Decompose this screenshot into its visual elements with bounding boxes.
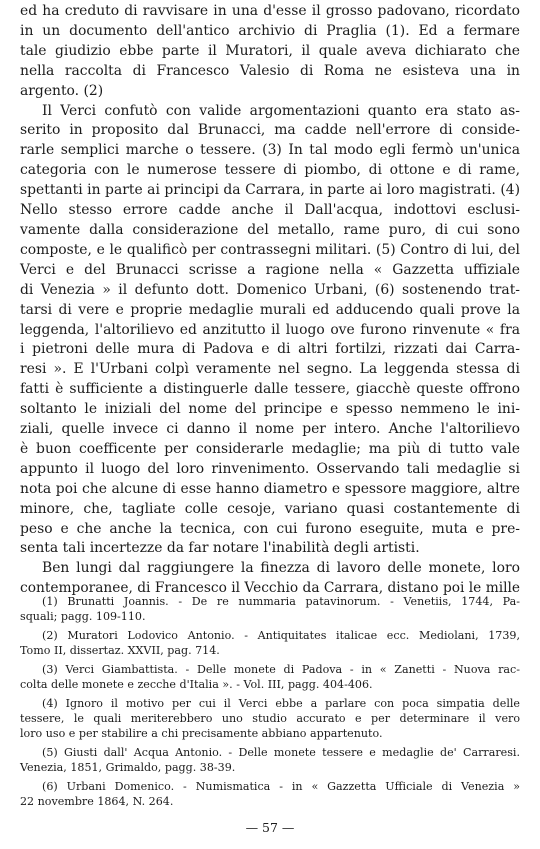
footnote-line: (2) Muratori Lodovico Antonio. - Antiquitates italicae ecc. Mediolani, 1739,: [42, 629, 520, 642]
footnote: [20, 779, 520, 809]
body-line: ed ha creduto di ravvisare in una d'esse il grosso padovano, ricordato: [20, 3, 520, 19]
body-line: vamente dalla considerazione del metallo, rame puro, di cui sono: [20, 221, 520, 238]
footnotes: [20, 594, 520, 813]
body-line: composte, e le qualificò per contrassegni militari. (5) Contro di lui, del: [20, 241, 520, 258]
body-line: serito in proposito dal Brunacci, ma cadde nell'errore di conside-: [20, 122, 520, 139]
body-line: tale giudizio ebbe parte il Muratori, il quale aveva dichiarato che: [20, 42, 520, 59]
page-number: — 57 —: [245, 820, 295, 835]
body-line: ziali, quelle invece ci danno il nome per intero. Anche l'altorilievo: [20, 421, 520, 438]
body-line: Nello stesso errore cadde anche il Dall'acqua, indottovi esclusi-: [20, 202, 520, 219]
body-line: Verci e del Brunacci scrisse a ragione nella « Gazzetta uffiziale: [20, 261, 520, 278]
footnote: [20, 628, 520, 658]
footnote-line: (1) Brunatti Joannis. - De re nummaria patavinorum. - Venetiis, 1744, Pa-: [42, 595, 520, 608]
footnote: [20, 696, 520, 742]
body-line: rarle semplici marche o tessere. (3) In tal modo egli fermò un'unica: [20, 142, 520, 159]
footnote: [20, 745, 520, 775]
body-line: Il Verci confutò con valide argomentazioni quanto era stato as-: [42, 102, 520, 119]
footnote-line: (5) Giusti dall' Acqua Antonio. - Delle monete tessere e medaglie de' Carraresi.: [42, 746, 520, 760]
footnote-line: (6) Urbani Domenico. - Numismatica - in « Gazzetta Ufficiale di Venezia »: [42, 780, 520, 794]
footnote-line: 22 novembre 1864, N. 264.: [20, 795, 174, 809]
footnote-line: loro uso e per stabilire a chi precisamente abbiano appartenuto.: [20, 727, 383, 741]
body-text: [20, 2, 520, 599]
body-line: peso e che anche la tecnica, con cui furono eseguite, muta e pre-: [20, 520, 520, 537]
footnote-line: colta delle monete e zecche d'Italia ». - Vol. III, pagg. 404-406.: [20, 678, 373, 692]
body-line: spettanti in parte ai principi da Carrara, in parte ai loro magistrati. (4): [20, 182, 520, 199]
footnote-line: Tomo II, dissertaz. XXVII, pag. 714.: [20, 644, 220, 658]
body-line: leggenda, l'altorilievo ed anzitutto il luogo ove furono rinvenute « fra: [20, 321, 520, 338]
footnote-line: Venezia, 1851, Grimaldo, pagg. 38-39.: [20, 761, 236, 775]
footnote-line: tessere, le quali meriterebbero uno studio accurato e per determinare il vero: [20, 712, 520, 726]
body-line: in un documento dell'antico archivio di Praglia (1). Ed a fermare: [20, 22, 520, 39]
footnote: [20, 662, 520, 692]
body-line: tarsi di vere e proprie medaglie murali ed adducendo quali prove la: [20, 301, 520, 318]
body-line: Ben lungi dal raggiungere la finezza di lavoro delle monete, loro: [42, 560, 520, 577]
footnote-line: (4) Ignoro il motivo per cui il Verci ebbe a parlare con poca simpatia delle: [42, 697, 520, 710]
footnote-line: (3) Verci Giambattista. - Delle monete di Padova - in « Zanetti - Nuova rac-: [42, 663, 520, 676]
body-line: senta tali incertezze da far notare l'inabilità degli artisti.: [20, 540, 420, 557]
body-line: minore, che, tagliate colle cesoje, variano quasi costantemente di: [20, 500, 520, 517]
footnote: [20, 594, 520, 624]
body-line: è buon coefficente per considerarle medaglie; ma più di tutto vale: [20, 440, 520, 457]
body-line: soltanto le iniziali del nome del principe e spesso nemmeno le ini-: [20, 401, 520, 418]
body-line: resi ». E l'Urbani colpì veramente nel segno. La leggenda stessa di: [20, 361, 520, 378]
body-line: nota poi che alcune di esse hanno diametro e spessore maggiore, altre: [20, 480, 520, 497]
body-line: di Venezia » il defunto dott. Domenico Urbani, (6) sostenendo trat-: [20, 281, 520, 298]
footnote-line: squali; pagg. 109-110.: [20, 610, 146, 624]
body-line: appunto il luogo del loro rinvenimento. Osservando tali medaglie si: [20, 460, 520, 477]
body-line: fatti è sufficiente a distinguerle dalle tessere, giacchè queste offrono: [20, 381, 520, 398]
body-line: nella raccolta di Francesco Valesio di Roma ne esisteva una in: [20, 62, 520, 79]
body-line: contemporanee, di Francesco il Vecchio da Carrara, distano poi le mille: [20, 580, 521, 597]
body-line: i pietroni delle mura di Padova e di altri fortilzi, rizzati dai Carra-: [20, 341, 520, 358]
body-line: argento. (2): [20, 82, 104, 99]
body-line: categoria con le numerose tessere di piombo, di ottone e di rame,: [20, 162, 520, 179]
